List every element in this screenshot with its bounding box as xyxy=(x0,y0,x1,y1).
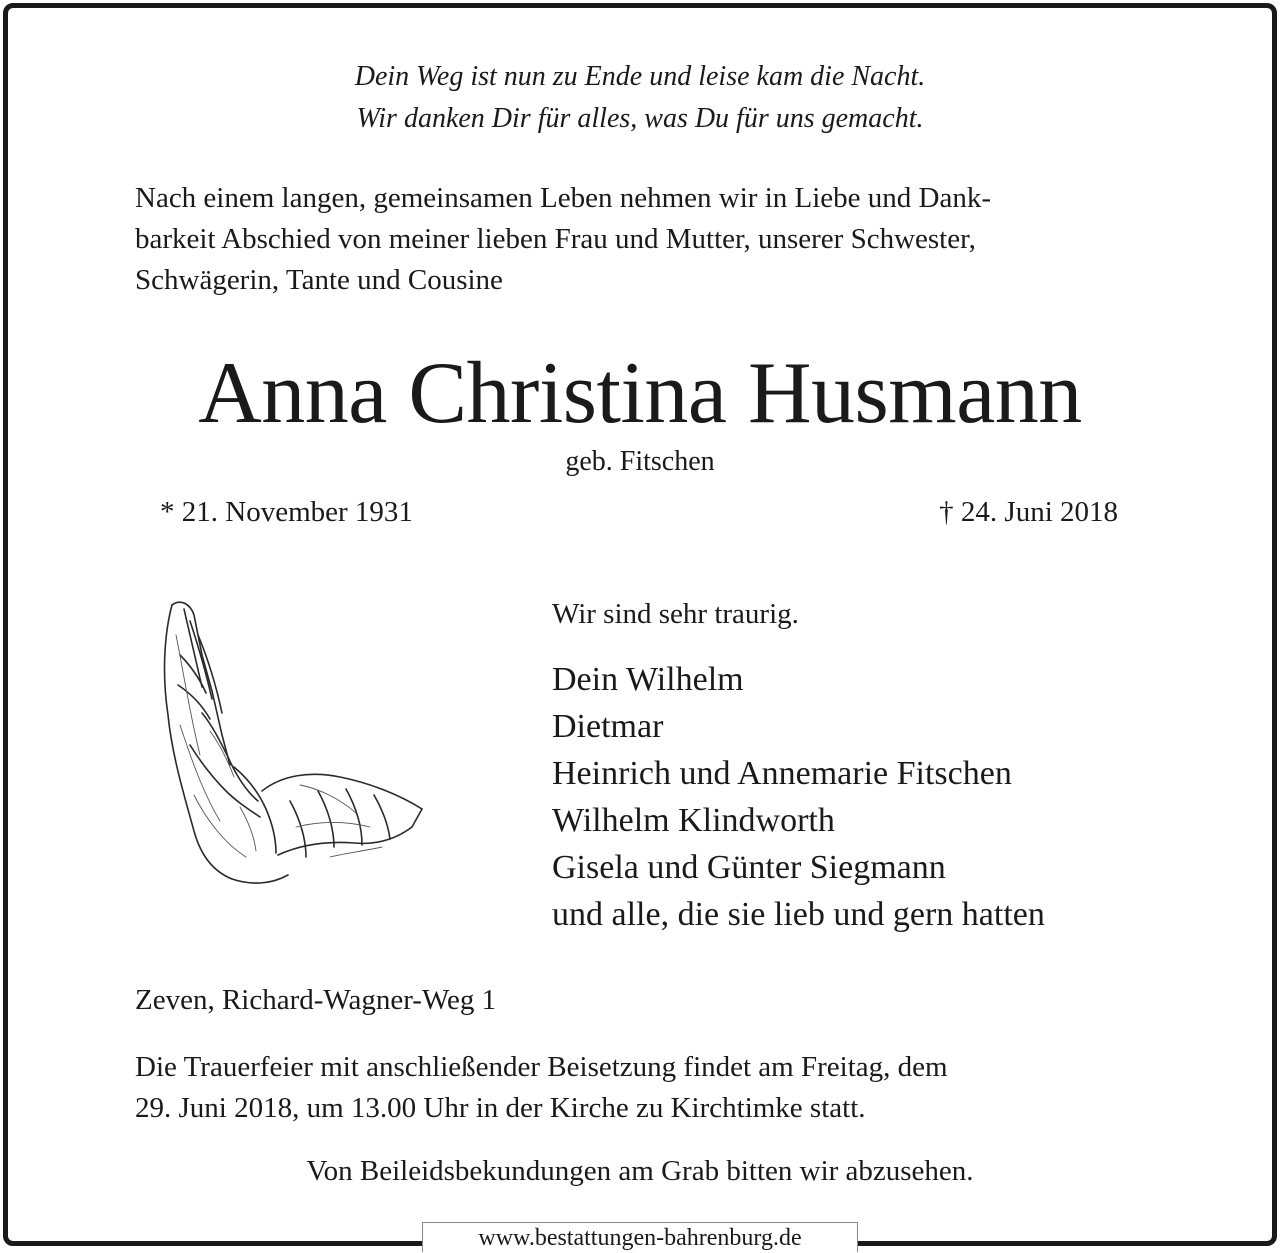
mourners-list xyxy=(552,656,1045,938)
birth-date: * 21. November 1931 xyxy=(160,496,413,528)
intro-line-2: barkeit Abschied von meiner lieben Frau und Mutter, unserer Schwester, xyxy=(135,223,976,255)
intro-line-3: Schwägerin, Tante und Cousine xyxy=(135,264,503,296)
intro-text xyxy=(135,178,1165,301)
service-details xyxy=(135,1047,1165,1129)
poem-line-2: Wir danken Dir für alles, was Du für uns gemacht. xyxy=(356,103,924,134)
mourning-statement: Wir sind sehr traurig. xyxy=(552,598,799,630)
list-item: Dein Wilhelm xyxy=(552,661,744,698)
death-date: † 24. Juni 2018 xyxy=(939,496,1118,528)
deceased-name: Anna Christina Husmann xyxy=(198,345,1082,442)
praying-hands-icon xyxy=(150,595,430,895)
list-item: Dietmar xyxy=(552,708,664,745)
intro-line-1: Nach einem langen, gemeinsamen Leben nehmen wir in Liebe und Dank- xyxy=(135,182,991,214)
list-item: und alle, die sie lieb und gern hatten xyxy=(552,896,1045,933)
poem-line-1: Dein Weg ist nun zu Ende und leise kam die Nacht. xyxy=(354,61,926,92)
memorial-poem xyxy=(0,56,1280,140)
list-item: Wilhelm Klindworth xyxy=(552,802,835,839)
list-item: Gisela und Günter Siegmann xyxy=(552,849,946,886)
maiden-name: geb. Fitschen xyxy=(565,446,715,477)
website-link[interactable]: www.bestattungen-bahrenburg.de xyxy=(422,1222,858,1252)
list-item: Heinrich und Annemarie Fitschen xyxy=(552,755,1012,792)
family-address: Zeven, Richard-Wagner-Weg 1 xyxy=(135,984,497,1016)
service-line-1: Die Trauerfeier mit anschließender Beisetzung findet am Freitag, dem xyxy=(135,1051,948,1083)
condolence-note: Von Beileidsbekundungen am Grab bitten wir abzusehen. xyxy=(306,1155,974,1187)
service-line-2: 29. Juni 2018, um 13.00 Uhr in der Kirche zu Kirchtimke statt. xyxy=(135,1092,866,1124)
